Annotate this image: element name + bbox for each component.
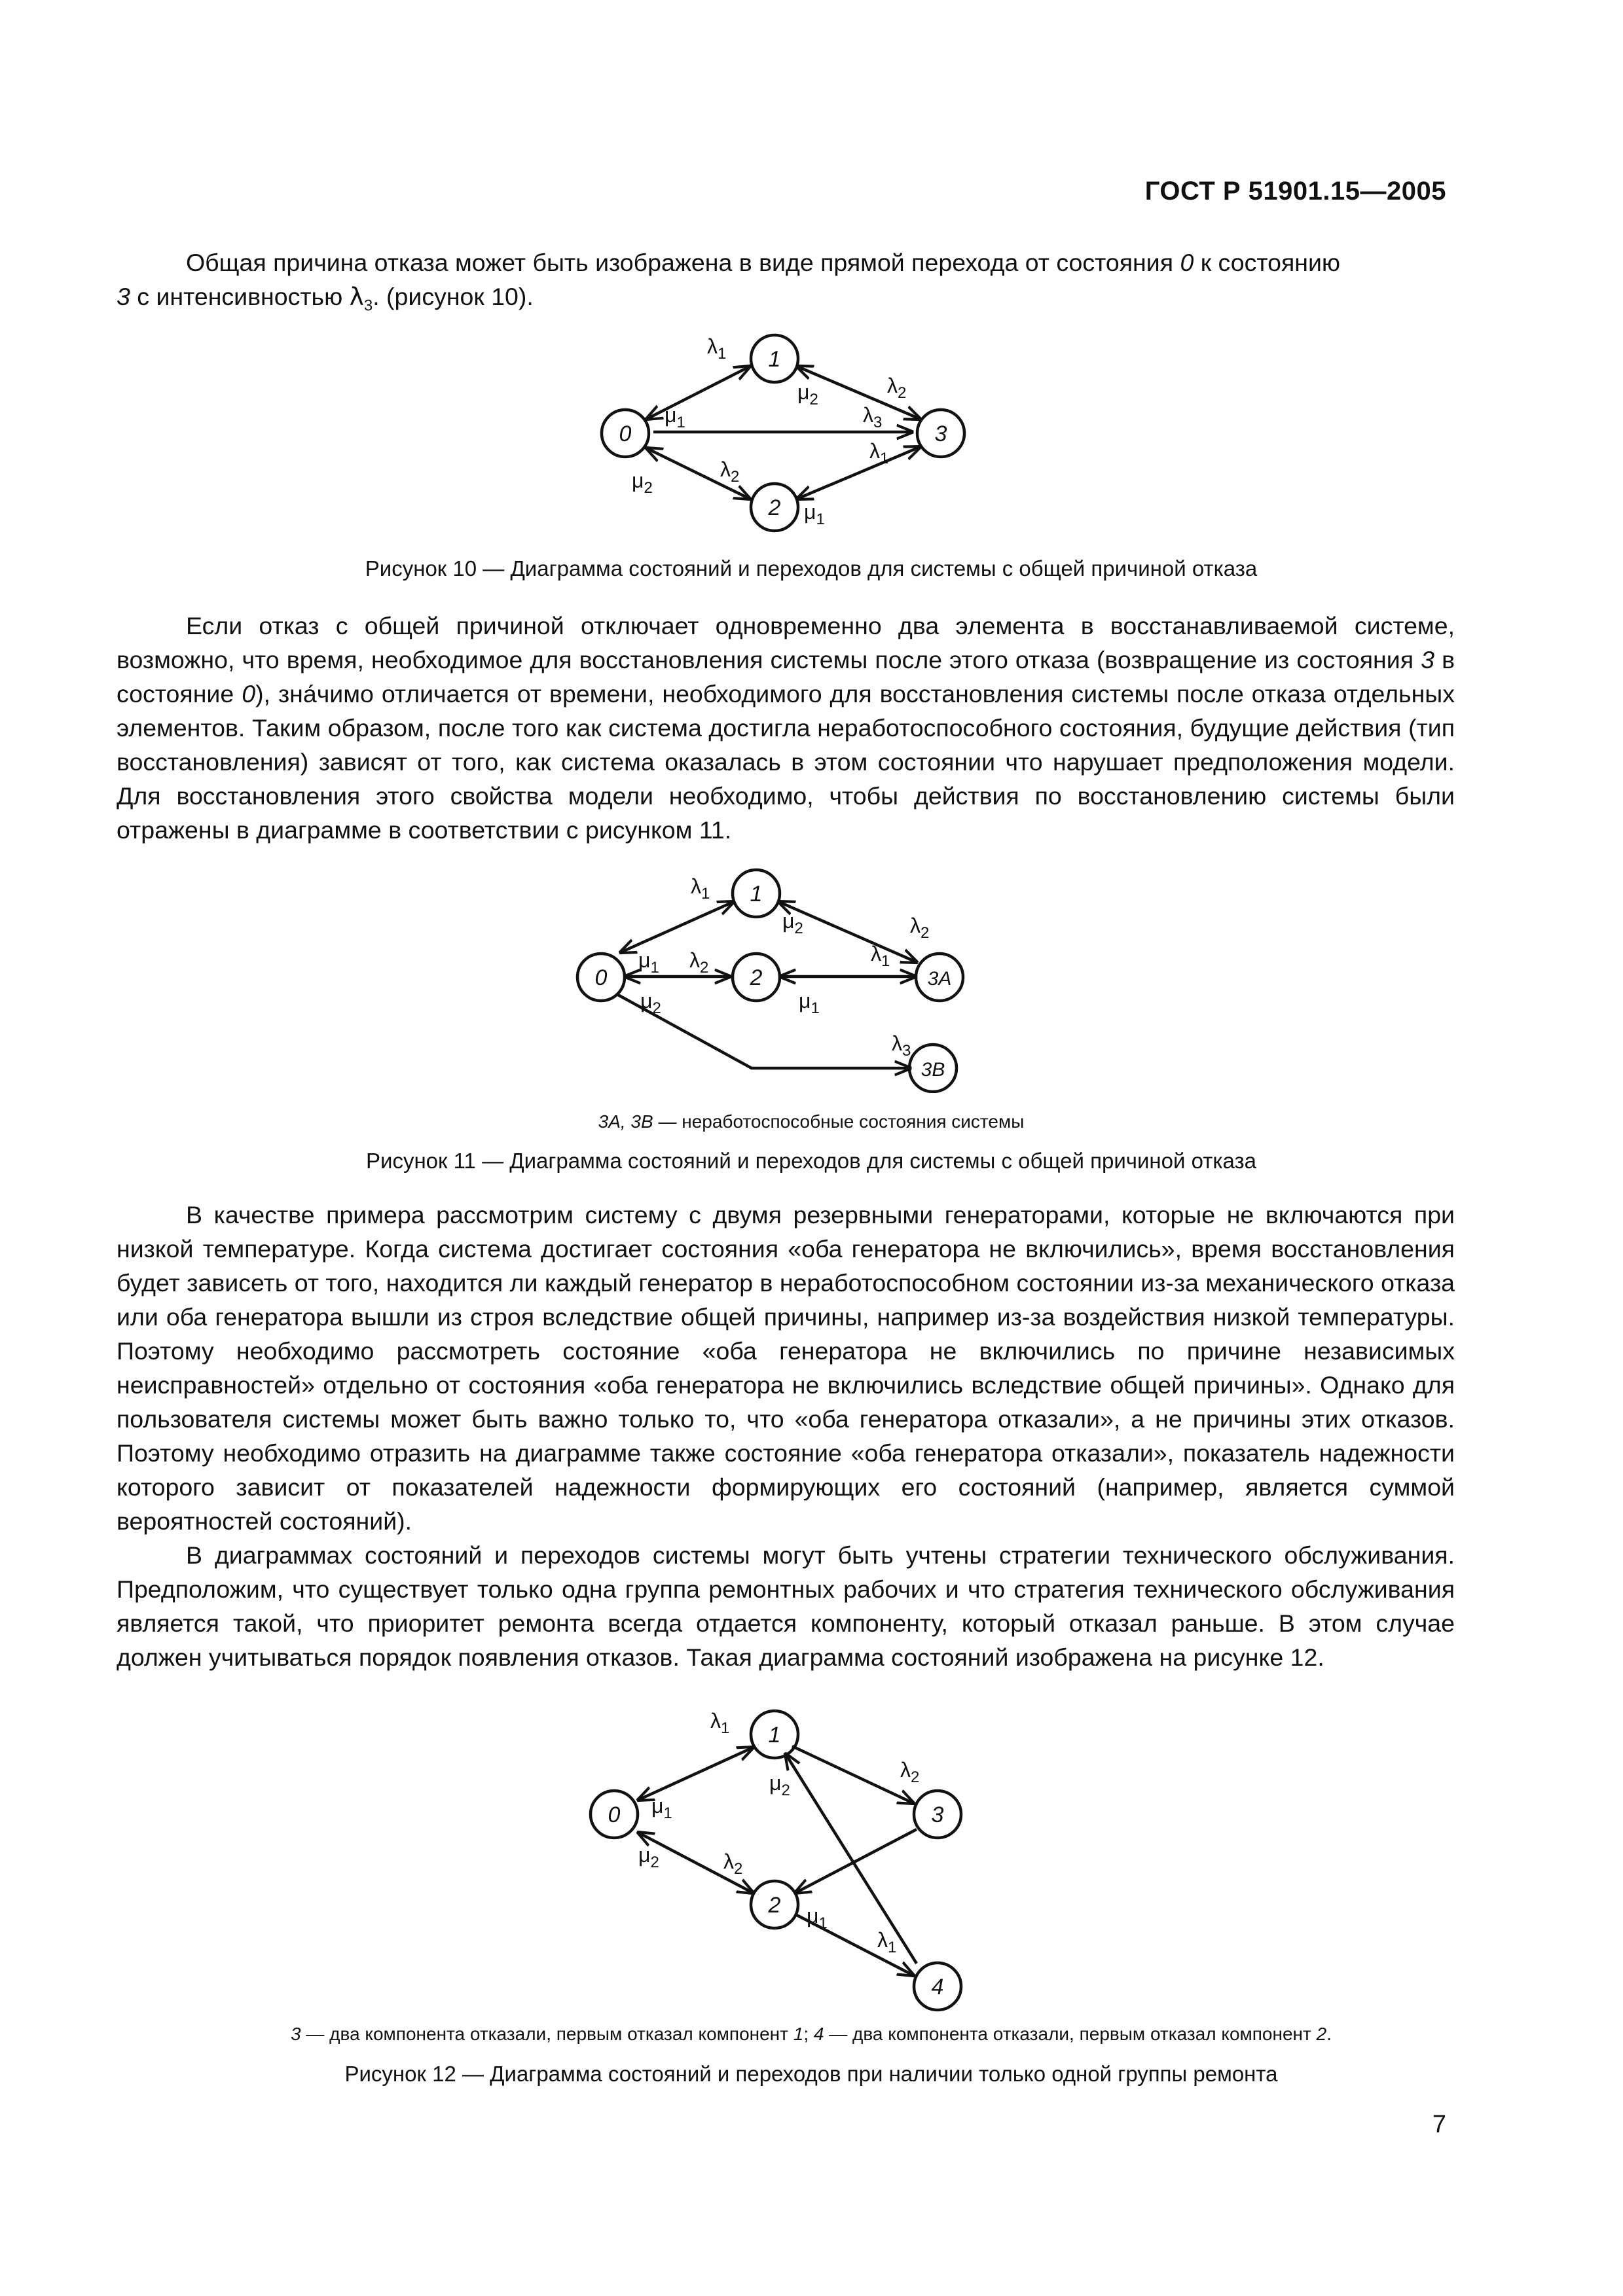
rate-label: $\lambda_2$ <box>887 374 907 402</box>
node-label-1: 1 <box>768 1723 781 1748</box>
rate-label: $\mu_2$ <box>640 989 661 1017</box>
rate-label: $\mu_1$ <box>665 403 685 431</box>
edge-0-1 <box>638 1748 753 1800</box>
node-label-2: 2 <box>768 495 781 520</box>
figure-11-note: 3A, 3B — неработоспособные состояния системы <box>598 1111 1025 1132</box>
node-label-0: 0 <box>594 965 608 990</box>
rate-label: $\lambda_1$ <box>871 942 890 970</box>
rate-label: $\lambda_2$ <box>900 1758 920 1786</box>
figure-11-diagram <box>0 844 1623 1093</box>
figure-12-caption: Рисунок 12 — Диаграмма состояний и переходов при наличии только одной группы ремонта <box>344 2062 1278 2086</box>
rate-label: $\mu_2$ <box>797 380 818 408</box>
paragraph-3: В качестве примера рассмотрим систему с двумя резервными генераторами, которые не включаются при низкой температуре. Когда система достигает состояния «оба генератора не включились», время восстановления будет зависеть от того, находится ли каждый генератор в неработоспособном состоянии из-за механического отказа или оба генератора вышли из строя вследствие общей причины, например из-за воздействия низкой температуры. Поэтому необходимо рассмотреть состояние «оба генератора не включились по причине независимых неисправностей» отдельно от состояния «оба генератора не включились вследствие общей причины». Однако для пользователя системы может быть важно только то, что «оба генератора отказали», а не причины этих отказов. Поэтому необходимо отразить на диаграмме также состояние «оба генератора отказали», показатель надежности которого зависит от показателей надежности формирующих его состояний (например, является суммой вероятностей состояний). В диаграммах состояний и переходов системы могут быть учтены стратегии технического обслуживания. Предположим, что существует только одна группа ремонтных рабочих и что стратегия технического обслуживания является такой, что приоритет ремонта всегда отдается компоненту, который отказал раньше. В этом случае должен учитываться порядок появления отказов. Такая диаграмма состояний изображена на рисунке 12. <box>117 1201 1455 1671</box>
rate-label: $\lambda_2$ <box>689 948 709 977</box>
node-label-4: 4 <box>931 1975 944 2000</box>
rate-label: $\lambda_1$ <box>877 1928 897 1956</box>
rate-label: $\lambda_1$ <box>691 874 710 903</box>
rate-label: $\lambda_3$ <box>863 403 883 431</box>
paragraph-2: Если отказ с общей причиной отключает одновременно два элемента в восстанавливаемой системе, возможно, что время, необходимое для восстановления системы после этого отказа (возвращение из состояния 3 в состояние 0), зна́чимо отличается от времени, необходимого для восстановления системы после отказа отдельных элементов. Таким образом, после того как система достигла неработоспособного состояния, будущие действия (тип восстановления) зависят от того, как система оказалась в этом состоянии что нарушает предположения модели. Для восстановления этого свойства модели необходимо, чтобы действия по восстановлению системы были отражены в диаграмме в соответствии с рисунком 11. <box>117 612 1455 844</box>
figure-10-caption: Рисунок 10 — Диаграмма состояний и переходов для системы с общей причиной отказа <box>365 556 1258 581</box>
edge-0-1 <box>621 902 733 952</box>
figure-12-diagram <box>0 1689 1623 2016</box>
figure-11-caption: Рисунок 11 — Диаграмма состояний и переходов для системы с общей причиной отказа <box>366 1149 1256 1173</box>
edge-2-3 <box>797 447 920 499</box>
page-number: 7 <box>1432 2111 1446 2138</box>
rate-label: $\mu_2$ <box>632 469 653 497</box>
rate-label: $\lambda_3$ <box>892 1031 911 1060</box>
node-label-3: 3 <box>934 422 947 446</box>
edge-0-3B <box>618 995 910 1068</box>
node-label-0: 0 <box>619 422 632 446</box>
rate-label: $\lambda_1$ <box>707 334 727 363</box>
rate-label: $\mu_1$ <box>638 948 659 977</box>
rate-label: $\mu_1$ <box>804 500 825 528</box>
rate-label: $\mu_2$ <box>782 909 803 937</box>
rate-label: $\mu_2$ <box>638 1843 659 1871</box>
node-label-3: 3 <box>931 1803 944 1827</box>
node-label-3B: 3B <box>921 1059 945 1081</box>
node-label-3A: 3A <box>927 968 952 990</box>
rate-label: $\lambda_2$ <box>910 914 930 942</box>
rate-label: $\mu_1$ <box>651 1794 672 1822</box>
rate-label: $\lambda_1$ <box>710 1709 730 1737</box>
edge-3-2 <box>795 1829 917 1893</box>
intro-paragraph: Общая причина отказа может быть изображена в виде прямой перехода от состояния 0 к состоянию 3 с интенсивностью $\lambda_3$. (рисунок 10). <box>117 249 1341 315</box>
node-label-0: 0 <box>608 1803 621 1827</box>
rate-label: $\mu_1$ <box>807 1904 828 1932</box>
edge-0-1 <box>647 367 750 419</box>
rate-label: $\lambda_2$ <box>720 457 740 486</box>
figure-12-note: 3 — два компонента отказали, первым отказал компонент 1; 4 — два компонента отказали, первым отказал компонент 2. <box>291 2024 1332 2044</box>
rate-label: $\mu_2$ <box>769 1771 790 1799</box>
node-label-1: 1 <box>768 347 781 372</box>
rate-label: $\lambda_1$ <box>869 439 889 467</box>
edge-4-1 <box>786 1754 920 1964</box>
node-label-2: 2 <box>750 965 763 990</box>
node-label-2: 2 <box>768 1893 781 1918</box>
figure-10-diagram <box>0 321 1623 543</box>
rate-label: $\mu_1$ <box>799 989 820 1017</box>
node-label-1: 1 <box>750 882 763 906</box>
document-header: ГОСТ Р 51901.15—2005 <box>1144 177 1446 206</box>
rate-label: $\lambda_2$ <box>723 1850 743 1878</box>
